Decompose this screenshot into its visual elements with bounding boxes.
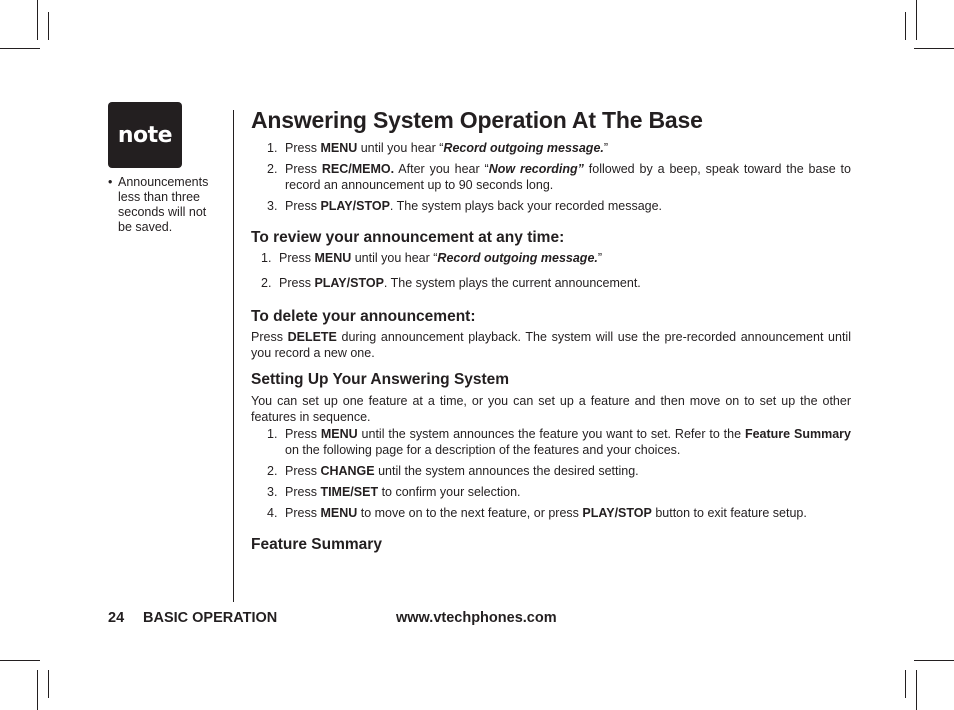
text-run: to confirm your selection. — [378, 485, 521, 499]
bold-text: REC/MEMO. — [321, 162, 395, 176]
bold-text: MENU — [314, 251, 352, 265]
text-run: . The system plays the current announcement. — [383, 276, 641, 290]
step-number: 2. — [261, 276, 272, 290]
note-bullet: • — [108, 175, 113, 189]
bold-text: MENU — [320, 506, 358, 520]
text-run: Press — [285, 485, 321, 499]
bold-text: PLAY/STOP — [314, 276, 384, 290]
bold-text: MENU — [320, 141, 358, 155]
text-run: Press — [279, 251, 315, 265]
list-item — [251, 505, 851, 521]
text-run: Press — [285, 506, 321, 520]
website-link[interactable]: www.vtechphones.com — [396, 610, 557, 626]
setup-intro: You can set up one feature at a time, or you can set up a feature and then move on to set up the other features in sequence. — [251, 394, 851, 424]
text-run: until the system announces the feature you want to set. Refer to the — [357, 427, 745, 441]
step-number: 1. — [267, 141, 278, 155]
bold-text: Record outgoing message. — [443, 141, 604, 155]
crop-mark — [0, 660, 40, 661]
text-run: Press — [285, 464, 321, 478]
crop-mark — [37, 670, 38, 710]
delete-text — [251, 329, 851, 361]
text-run: until you hear “ — [351, 251, 438, 265]
list-item — [251, 275, 851, 291]
bold-text: TIME/SET — [320, 485, 379, 499]
bold-text: Record outgoing message. — [437, 251, 598, 265]
feature-summary-heading: Feature Summary — [251, 536, 382, 553]
bold-text: DELETE — [287, 330, 337, 344]
list-item — [251, 484, 851, 500]
note-text — [108, 175, 212, 235]
bold-text: Feature Summary — [744, 427, 851, 441]
crop-mark — [916, 670, 917, 710]
bold-text: MENU — [320, 427, 358, 441]
text-run: ” — [597, 251, 603, 265]
text-run: Press — [285, 199, 321, 213]
list-item — [251, 426, 851, 458]
bold-text: PLAY/STOP — [582, 506, 652, 520]
crop-mark — [914, 660, 954, 661]
setup-steps — [251, 426, 851, 521]
step-number: 1. — [261, 251, 272, 265]
text-run: Press — [251, 330, 288, 344]
list-item — [251, 463, 851, 479]
bold-text: Now recording” — [488, 162, 584, 176]
step-number: 2. — [267, 162, 278, 176]
list-item — [251, 198, 851, 214]
text-run: until you hear “ — [357, 141, 444, 155]
section-name: BASIC OPERATION — [143, 610, 278, 626]
note-badge: note — [108, 102, 182, 168]
page-number: 24 — [108, 610, 125, 626]
review-heading: To review your announcement at any time: — [251, 229, 565, 246]
text-run: until the system announces the desired setting. — [374, 464, 639, 478]
list-item — [251, 250, 851, 266]
text-run: ” — [603, 141, 609, 155]
text-run: Press — [285, 141, 321, 155]
crop-mark — [37, 0, 38, 40]
list-item — [251, 140, 851, 156]
crop-mark — [916, 0, 917, 40]
crop-mark — [905, 12, 906, 40]
text-run: Press — [279, 276, 315, 290]
bold-text: PLAY/STOP — [320, 199, 390, 213]
list-item — [251, 161, 851, 193]
text-run: Press — [285, 162, 322, 176]
setup-heading: Setting Up Your Answering System — [251, 371, 510, 388]
text-run: After you hear “ — [394, 162, 489, 176]
step-number: 1. — [267, 427, 278, 441]
page-title: Answering System Operation At The Base — [251, 107, 703, 133]
step-number: 2. — [267, 464, 278, 478]
crop-mark — [914, 48, 954, 49]
crop-mark — [48, 12, 49, 40]
text-run: to move on to the next feature, or press — [357, 506, 583, 520]
delete-heading: To delete your announcement: — [251, 308, 476, 325]
vertical-divider — [233, 110, 234, 602]
crop-mark — [48, 670, 49, 698]
bold-text: CHANGE — [320, 464, 375, 478]
text-run: . The system plays back your recorded message. — [389, 199, 663, 213]
step-number: 3. — [267, 485, 278, 499]
text-run: followed by a beep, speak toward the base to record an announcement up to 90 seconds long. — [285, 162, 851, 192]
review-steps — [251, 250, 851, 291]
step-number: 4. — [267, 506, 278, 520]
note-body: Announcements less than three seconds will not be saved. — [118, 175, 209, 234]
text-run: Press — [285, 427, 321, 441]
step-number: 3. — [267, 199, 278, 213]
intro-steps — [251, 140, 851, 214]
text-run: on the following page for a description of the features and your choices. — [285, 443, 681, 457]
text-run: button to exit feature setup. — [651, 506, 807, 520]
text-run: during announcement playback. The system will use the pre-recorded announcement until you record a new one. — [251, 330, 851, 360]
main-content — [251, 106, 851, 555]
crop-mark — [0, 48, 40, 49]
crop-mark — [905, 670, 906, 698]
